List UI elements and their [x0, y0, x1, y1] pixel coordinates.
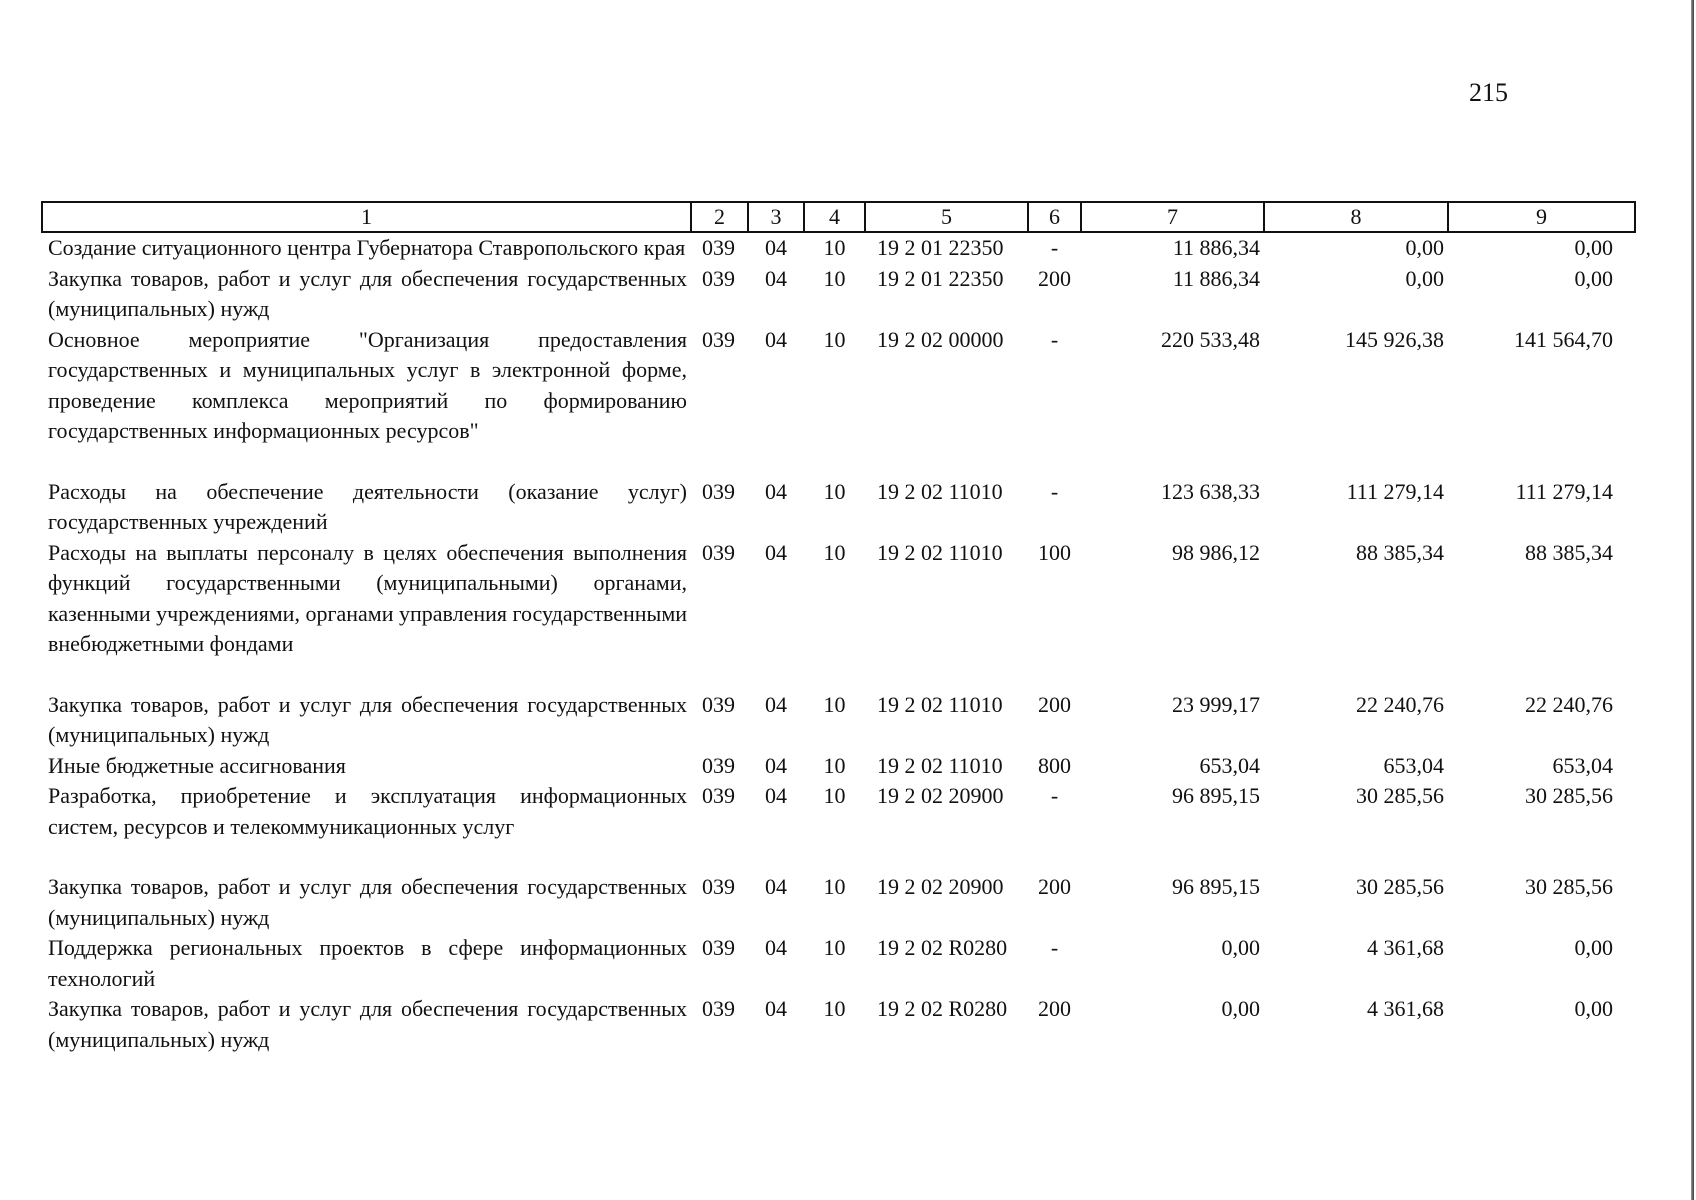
- row-amount-col7: 96 895,15: [1172, 783, 1260, 808]
- row-amount-col9: 0,00: [1574, 935, 1613, 960]
- row-amount-col7: 11 886,34: [1172, 265, 1260, 291]
- row-section-code: 04: [765, 874, 787, 899]
- table-row: [42, 872, 1635, 933]
- row-amount-col8: 0,00: [1405, 265, 1444, 291]
- header-cell-3: 3: [748, 202, 804, 232]
- row-ministry-code: 039: [702, 478, 735, 504]
- row-section-code: 04: [765, 235, 787, 260]
- row-name: Разработка, приобретение и эксплуатация информационных систем, ресурсов и телекоммуникационных услуг: [48, 783, 687, 839]
- row-subsection-code: 10: [823, 691, 846, 717]
- row-target-article: 19 2 02 11010: [877, 539, 1003, 565]
- row-name: Расходы на выплаты персоналу в целях обеспечения выполнения функций государственными (муниципальными) органами, казенными учреждениями, органами управления государственными внебюджетными фондами: [48, 539, 688, 656]
- header-cell-6: 6: [1028, 202, 1081, 232]
- row-name: Создание ситуационного центра Губернатора Ставропольского края: [48, 235, 686, 260]
- row-target-article: 19 2 02 20900: [877, 783, 1004, 808]
- row-subsection-code: 10: [823, 935, 846, 960]
- row-name: Расходы на обеспечение деятельности (оказание услуг) государственных учреждений: [48, 478, 687, 534]
- table-row: [42, 538, 1635, 690]
- row-name: Поддержка региональных проектов в сфере информационных технологий: [48, 935, 687, 991]
- row-amount-col9: 0,00: [1574, 996, 1613, 1021]
- row-name: Основное мероприятие "Организация предоставления государственных и муниципальных услуг в электронной форме, проведение комплекса мероприятий по формированию государственных информационных ресурсов": [48, 326, 687, 443]
- row-amount-col7: 653,04: [1199, 752, 1260, 778]
- row-subsection-code: 10: [823, 874, 846, 899]
- table-row: [42, 325, 1635, 477]
- row-expense-type: 200: [1038, 996, 1071, 1021]
- table-row: [42, 933, 1635, 994]
- table-row: [42, 690, 1635, 751]
- row-target-article: 19 2 01 22350: [877, 265, 1004, 291]
- row-amount-col9: 111 279,14: [1515, 478, 1613, 504]
- row-subsection-code: 10: [823, 235, 846, 260]
- row-amount-col8: 4 361,68: [1367, 996, 1444, 1021]
- row-subsection-code: 10: [823, 996, 846, 1021]
- row-section-code: 04: [765, 265, 787, 291]
- header-cell-5: 5: [865, 202, 1028, 232]
- row-amount-col7: 123 638,33: [1161, 478, 1260, 504]
- row-expense-type: -: [1050, 783, 1059, 808]
- header-cell-8: 8: [1264, 202, 1448, 232]
- row-expense-type: -: [1050, 478, 1059, 504]
- row-expense-type: -: [1050, 326, 1059, 352]
- row-expense-type: 200: [1038, 265, 1071, 291]
- row-amount-col7: 11 886,34: [1172, 235, 1260, 260]
- header-cell-4: 4: [804, 202, 865, 232]
- row-section-code: 04: [765, 539, 787, 565]
- row-target-article: 19 2 02 00000: [877, 326, 1004, 352]
- row-amount-col9: 88 385,34: [1525, 539, 1613, 565]
- row-amount-col9: 30 285,56: [1525, 783, 1613, 808]
- row-amount-col8: 88 385,34: [1356, 539, 1444, 565]
- row-amount-col9: 653,04: [1552, 752, 1613, 778]
- row-expense-type: -: [1050, 235, 1059, 260]
- row-subsection-code: 10: [823, 265, 846, 291]
- row-ministry-code: 039: [702, 752, 735, 778]
- row-amount-col9: 141 564,70: [1514, 326, 1613, 352]
- row-target-article: 19 2 02 20900: [877, 874, 1004, 899]
- row-ministry-code: 039: [702, 783, 735, 808]
- header-cell-2: 2: [691, 202, 748, 232]
- table-row: [42, 751, 1635, 782]
- table-row: [42, 994, 1635, 1055]
- row-target-article: 19 2 01 22350: [877, 235, 1004, 260]
- row-subsection-code: 10: [823, 783, 846, 808]
- row-ministry-code: 039: [702, 996, 735, 1021]
- row-target-article: 19 2 02 11010: [877, 478, 1003, 504]
- row-amount-col8: 30 285,56: [1356, 874, 1444, 899]
- row-ministry-code: 039: [702, 326, 735, 352]
- row-expense-type: 100: [1038, 539, 1071, 565]
- row-name: Закупка товаров, работ и услуг для обеспечения государственных (муниципальных) нужд: [48, 874, 687, 930]
- row-amount-col9: 0,00: [1574, 235, 1613, 260]
- row-name: Закупка товаров, работ и услуг для обеспечения государственных (муниципальных) нужд: [48, 996, 687, 1052]
- row-subsection-code: 10: [823, 478, 846, 504]
- row-expense-type: 200: [1038, 874, 1071, 899]
- row-ministry-code: 039: [702, 539, 735, 565]
- row-amount-col7: 23 999,17: [1172, 691, 1260, 717]
- header-row: [42, 202, 1635, 232]
- header-cell-1: 1: [42, 202, 691, 232]
- row-amount-col9: 22 240,76: [1525, 691, 1613, 717]
- row-section-code: 04: [765, 935, 787, 960]
- header-cell-7: 7: [1081, 202, 1264, 232]
- row-amount-col8: 30 285,56: [1356, 783, 1444, 808]
- table-row: [42, 781, 1635, 872]
- row-subsection-code: 10: [823, 326, 846, 352]
- row-expense-type: 800: [1038, 752, 1071, 778]
- row-expense-type: 200: [1038, 691, 1071, 717]
- row-target-article: 19 2 02 11010: [877, 691, 1003, 717]
- row-ministry-code: 039: [702, 691, 735, 717]
- row-target-article: 19 2 02 11010: [877, 752, 1003, 778]
- row-section-code: 04: [765, 691, 787, 717]
- row-target-article: 19 2 02 R0280: [877, 935, 1008, 960]
- row-ministry-code: 039: [702, 935, 735, 960]
- row-ministry-code: 039: [702, 265, 735, 291]
- row-ministry-code: 039: [702, 874, 735, 899]
- row-amount-col9: 30 285,56: [1525, 874, 1613, 899]
- row-amount-col8: 22 240,76: [1356, 691, 1444, 717]
- row-subsection-code: 10: [823, 539, 846, 565]
- row-amount-col8: 145 926,38: [1345, 326, 1444, 352]
- row-section-code: 04: [765, 326, 787, 352]
- sheet-edge: [1691, 0, 1694, 1200]
- row-subsection-code: 10: [823, 752, 846, 778]
- table-row: [42, 232, 1635, 264]
- row-amount-col8: 0,00: [1405, 235, 1444, 260]
- row-amount-col7: 0,00: [1221, 935, 1260, 960]
- row-amount-col7: 98 986,12: [1172, 539, 1260, 565]
- row-amount-col8: 111 279,14: [1346, 478, 1444, 504]
- row-name: Иные бюджетные ассигнования: [48, 752, 346, 778]
- row-section-code: 04: [765, 478, 787, 504]
- row-name: Закупка товаров, работ и услуг для обеспечения государственных (муниципальных) нужд: [48, 265, 687, 321]
- row-target-article: 19 2 02 R0280: [877, 996, 1008, 1021]
- row-section-code: 04: [765, 996, 787, 1021]
- row-amount-col8: 653,04: [1383, 752, 1444, 778]
- row-amount-col7: 96 895,15: [1172, 874, 1260, 899]
- row-expense-type: -: [1050, 935, 1059, 960]
- row-section-code: 04: [765, 752, 787, 778]
- row-name: Закупка товаров, работ и услуг для обеспечения государственных (муниципальных) нужд: [48, 691, 687, 747]
- page-number: 215: [1469, 78, 1508, 107]
- budget-table: [41, 201, 1636, 1055]
- row-amount-col8: 4 361,68: [1367, 935, 1444, 960]
- row-section-code: 04: [765, 783, 787, 808]
- row-amount-col7: 220 533,48: [1161, 326, 1260, 352]
- row-amount-col7: 0,00: [1221, 996, 1260, 1021]
- row-ministry-code: 039: [702, 235, 735, 260]
- header-cell-9: 9: [1448, 202, 1635, 232]
- table-row: [42, 264, 1635, 325]
- row-amount-col9: 0,00: [1574, 265, 1613, 291]
- table-row: [42, 477, 1635, 538]
